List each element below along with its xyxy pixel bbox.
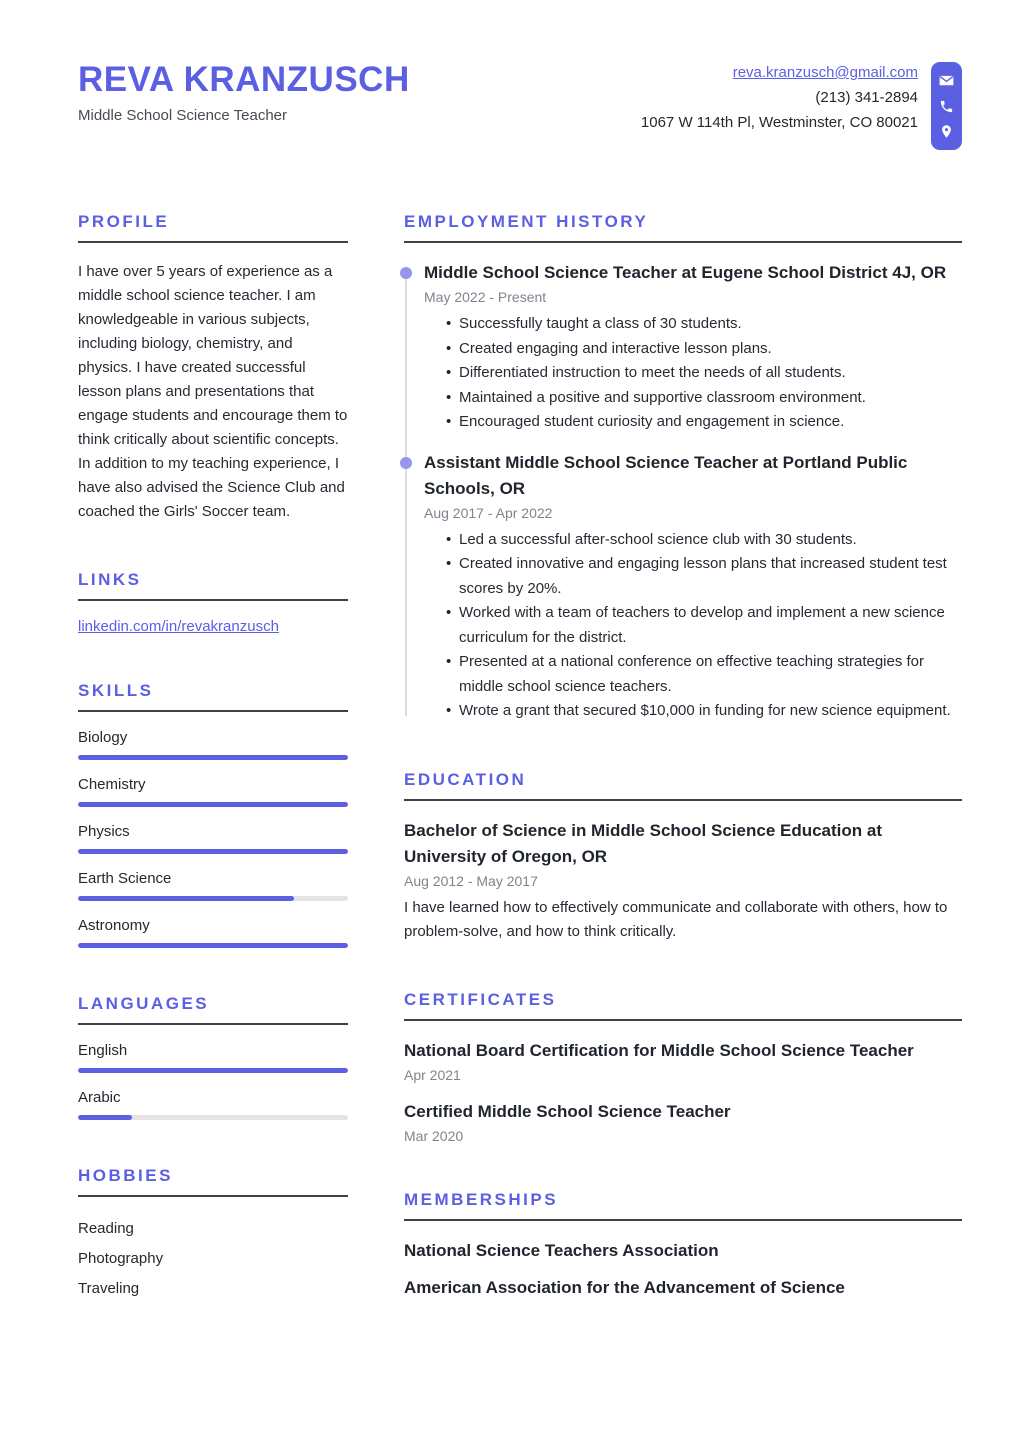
education-dates: Aug 2012 - May 2017 <box>404 872 538 889</box>
job-title: Middle School Science Teacher at Eugene School District 4J, OR <box>424 263 947 282</box>
job-bullet: • Worked with a team of teachers to develop and implement a new science curriculum for the district. <box>459 601 962 650</box>
job-bullet: • Created engaging and interactive lesson plans. <box>459 337 962 362</box>
email-link[interactable]: reva.kranzusch@gmail.com <box>732 64 918 81</box>
skill-name: Astronomy <box>78 917 150 934</box>
language-name: English <box>78 1042 128 1059</box>
section-certificates <box>404 990 962 1144</box>
section-languages <box>78 994 348 1120</box>
skill-bar-fill <box>78 755 348 760</box>
location-icon <box>939 124 954 139</box>
header <box>78 60 962 150</box>
job-dates: May 2022 - Present <box>424 289 547 305</box>
employment-heading: EMPLOYMENT HISTORY <box>404 212 962 243</box>
profile-heading: PROFILE <box>78 212 348 243</box>
skill-bar-fill <box>78 943 348 948</box>
timeline-dot-icon <box>400 457 412 469</box>
phone-icon <box>939 99 954 114</box>
language-item <box>78 1042 348 1073</box>
skill-bar-fill <box>78 802 348 807</box>
membership-entry: National Science Teachers Association <box>404 1240 719 1260</box>
skill-bar-fill <box>78 849 348 854</box>
job-bullet: • Led a successful after-school science club with 30 students. <box>459 528 962 553</box>
skill-item <box>78 776 348 807</box>
certificate-entry <box>404 1099 962 1144</box>
certificates-heading: CERTIFICATES <box>404 990 962 1021</box>
education-heading: EDUCATION <box>404 770 962 801</box>
certificate-dates: Mar 2020 <box>404 1127 464 1144</box>
language-bar-fill <box>78 1115 132 1120</box>
job-entry <box>405 450 962 724</box>
language-item <box>78 1089 348 1120</box>
skill-name: Chemistry <box>78 776 146 793</box>
section-links <box>78 570 348 635</box>
job-bullet: • Successfully taught a class of 30 students. <box>459 312 962 337</box>
education-entry <box>404 818 962 944</box>
hobbies-heading: HOBBIES <box>78 1166 348 1197</box>
skill-bar-track <box>78 802 348 807</box>
language-name: Arabic <box>78 1089 121 1106</box>
skill-name: Biology <box>78 729 128 746</box>
timeline-dot-icon <box>400 267 412 279</box>
language-bar-track <box>78 1115 348 1120</box>
contact-lines <box>641 60 918 135</box>
job-bullet: • Created innovative and engaging lesson plans that increased student test scores by 20%. <box>459 552 962 601</box>
employment-timeline <box>405 260 962 724</box>
person-name: REVA KRANZUSCH <box>78 60 410 99</box>
job-bullet: • Differentiated instruction to meet the needs of all students. <box>459 361 962 386</box>
profile-text: I have over 5 years of experience as a middle school science teacher. I am knowledgeable in various subjects, including biology, chemistry, and physics. I have created successful lesson plans and presentations that engage students and encourage them to think critically about scientific concepts. In addition to my teaching experience, I have also advised the Science Club and coached the Girls' Soccer team. <box>78 263 348 520</box>
job-dates: Aug 2017 - Apr 2022 <box>424 504 553 521</box>
contact-email-row <box>641 60 918 85</box>
hobby-item: Photography <box>78 1250 164 1267</box>
skill-name: Earth Science <box>78 870 172 887</box>
education-title: Bachelor of Science in Middle School Science Education at University of Oregon, OR <box>404 820 883 866</box>
section-employment <box>404 212 962 724</box>
certificate-entry <box>404 1038 962 1083</box>
hobby-item: Traveling <box>78 1280 140 1297</box>
section-hobbies <box>78 1166 348 1304</box>
memberships-heading: MEMBERSHIPS <box>404 1190 962 1221</box>
hobby-item: Reading <box>78 1220 134 1237</box>
skill-bar-track <box>78 896 348 901</box>
email-icon <box>939 73 954 88</box>
section-skills <box>78 681 348 948</box>
section-profile <box>78 212 348 524</box>
skill-item <box>78 917 348 948</box>
skill-bar-track <box>78 943 348 948</box>
skill-item <box>78 870 348 901</box>
sidebar <box>78 212 348 1350</box>
header-contact <box>641 60 962 150</box>
linkedin-link[interactable]: linkedin.com/in/revakranzusch <box>78 618 279 635</box>
links-heading: LINKS <box>78 570 348 601</box>
main-content <box>404 212 962 1350</box>
language-bar-fill <box>78 1068 348 1073</box>
job-bullets <box>424 312 962 435</box>
skill-bar-track <box>78 849 348 854</box>
person-job-title: Middle School Science Teacher <box>78 107 288 124</box>
job-bullets <box>424 528 962 724</box>
education-description: I have learned how to effectively communicate and collaborate with others, how to problem-solve, and how to think critically. <box>404 898 948 940</box>
job-title: Assistant Middle School Science Teacher at Portland Public Schools, OR <box>424 452 908 498</box>
link-item <box>78 618 348 635</box>
header-identity <box>78 60 410 124</box>
contact-icon-rail <box>931 62 962 150</box>
job-entry <box>405 260 962 435</box>
skill-item <box>78 823 348 854</box>
language-bar-track <box>78 1068 348 1073</box>
skill-bar-fill <box>78 896 294 901</box>
address: 1067 W 114th Pl, Westminster, CO 80021 <box>640 114 918 131</box>
skill-item <box>78 729 348 760</box>
section-memberships <box>404 1190 962 1301</box>
languages-heading: LANGUAGES <box>78 994 348 1025</box>
job-bullet: • Maintained a positive and supportive classroom environment. <box>459 386 962 411</box>
certificate-title: National Board Certification for Middle School Science Teacher <box>404 1040 914 1060</box>
skill-name: Physics <box>78 823 130 840</box>
skill-bar-track <box>78 755 348 760</box>
job-bullet: • Encouraged student curiosity and engagement in science. <box>459 410 962 435</box>
job-bullet: • Wrote a grant that secured $10,000 in funding for new science equipment. <box>459 699 962 724</box>
skills-heading: SKILLS <box>78 681 348 712</box>
job-bullet: • Presented at a national conference on effective teaching strategies for middle school science teachers. <box>459 650 962 699</box>
phone-number: (213) 341-2894 <box>815 89 918 106</box>
membership-entry: American Association for the Advancement of Science <box>404 1277 845 1297</box>
certificate-title: Certified Middle School Science Teacher <box>404 1101 731 1121</box>
resume-body <box>78 212 962 1350</box>
certificate-dates: Apr 2021 <box>404 1066 461 1083</box>
section-education <box>404 770 962 944</box>
